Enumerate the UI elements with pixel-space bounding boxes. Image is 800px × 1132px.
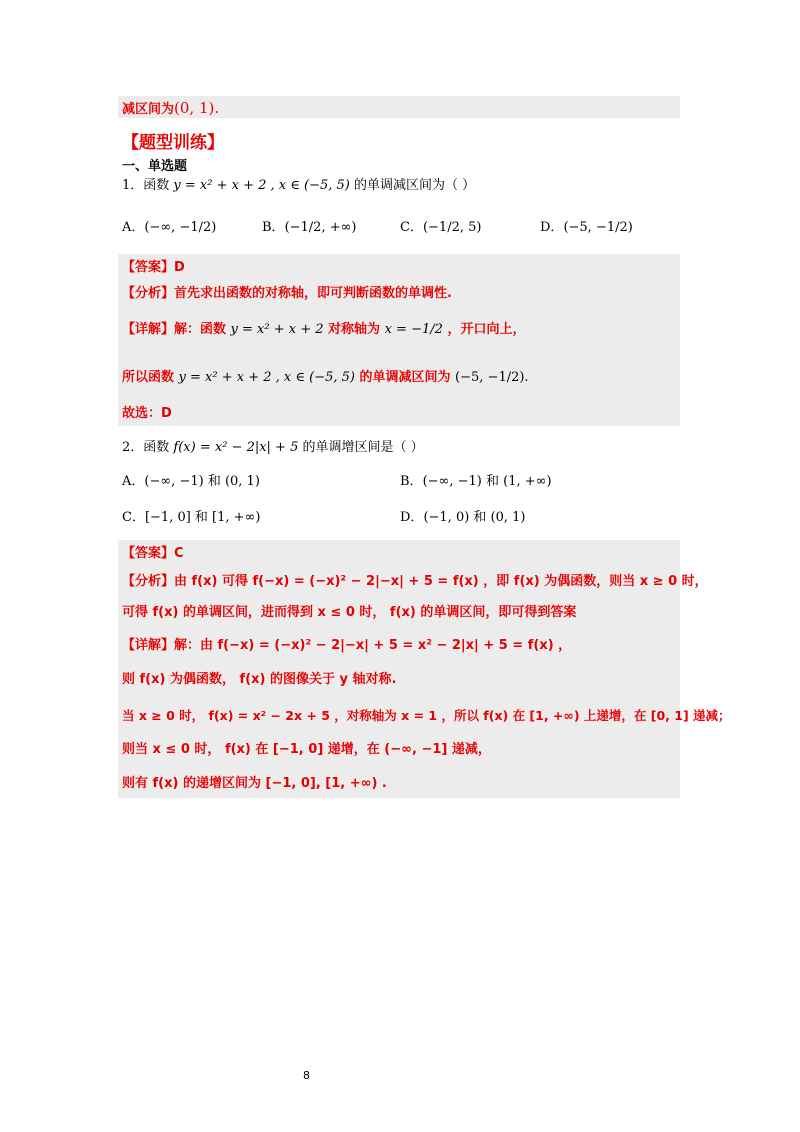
- option-label: B．: [262, 220, 285, 235]
- option-math: (−5, −1/2): [563, 220, 633, 235]
- q2-analysis-2: 可得 f(x) 的单调区间，进而得到 x ≤ 0 时， f(x) 的单调区间，即可得到答案: [122, 605, 577, 620]
- q1-detail-1: [122, 320, 525, 340]
- top-continuation: [122, 98, 219, 120]
- q2-option-a: [122, 472, 260, 492]
- q2-question: 的单调增区间是（ ）: [302, 440, 424, 455]
- option-math: (−1, 0) 和 (0, 1): [423, 510, 526, 525]
- q1-option-c: [400, 218, 481, 238]
- question-1-stem: [122, 176, 475, 196]
- q2-answer: 【答案】C: [122, 546, 184, 561]
- q1-solution-block: [118, 254, 680, 426]
- q1-detail-2-prefix: 所以函数: [122, 370, 175, 385]
- option-label: D．: [540, 220, 564, 235]
- q1-formula: y = x² + x + 2 , x ∈ (−5, 5): [173, 178, 350, 193]
- question-2-stem: [122, 438, 424, 458]
- q1-option-b: [262, 218, 357, 238]
- top-text: 减区间为: [122, 102, 175, 117]
- q1-detail-1-formula: y = x² + x + 2: [230, 322, 324, 337]
- option-label: C．: [400, 220, 423, 235]
- q2-detail-5: 则有 f(x) 的递增区间为 [−1, 0], [1, +∞) .: [122, 776, 387, 791]
- option-math: (−∞, −1) 和 (0, 1): [144, 474, 260, 489]
- q1-detail-1-mid: 对称轴为: [328, 322, 381, 337]
- q1-option-a: [122, 218, 216, 238]
- q1-detail-2-mid: 的单调减区间为: [359, 370, 451, 385]
- option-math: (−1/2, +∞): [284, 220, 357, 235]
- q2-option-c: [122, 508, 260, 528]
- option-math: [−1, 0] 和 [1, +∞): [144, 510, 261, 525]
- q1-analysis: 【分析】首先求出函数的对称轴，即可判断函数的单调性.: [122, 286, 452, 301]
- option-label: A．: [122, 474, 145, 489]
- top-math: (0, 1).: [174, 99, 220, 117]
- q1-answer: 【答案】D: [122, 260, 185, 275]
- subsection-heading: 一、单选题: [122, 159, 188, 174]
- option-label: C．: [122, 510, 145, 525]
- q1-detail-2-formula: y = x² + x + 2 , x ∈ (−5, 5): [178, 370, 355, 385]
- option-math: (−∞, −1) 和 (1, +∞): [422, 474, 552, 489]
- q1-detail-1-axis: x = −1/2: [384, 322, 443, 337]
- q2-analysis-1: 【分析】由 f(x) 可得 f(−x) = (−x)² − 2|−x| + 5 = f(x) ，即 f(x) 为偶函数，则当 x ≥ 0 时，: [122, 574, 708, 589]
- q1-detail-1-suffix: ，开口向上，: [447, 322, 526, 337]
- q2-detail-1: 【详解】解：由 f(−x) = (−x)² − 2|−x| + 5 = x² − 2|x| + 5 = f(x) ，: [122, 638, 572, 653]
- q2-formula: f(x) = x² − 2|x| + 5: [173, 440, 299, 455]
- q1-detail-2: [122, 368, 529, 388]
- option-math: (−1/2, 5): [422, 220, 482, 235]
- option-label: D．: [400, 510, 424, 525]
- section-title: 【题型训练】: [122, 133, 224, 153]
- option-label: A．: [122, 220, 145, 235]
- q2-detail-4: 则当 x ≤ 0 时， f(x) 在 [−1, 0] 递增，在 (−∞, −1] 递减，: [122, 742, 491, 757]
- q1-number: 1．函数: [122, 178, 170, 193]
- q1-question: 的单调减区间为（ ）: [353, 178, 476, 193]
- q2-option-b: [400, 472, 552, 492]
- q1-option-d: [540, 218, 633, 238]
- page-number: 8: [303, 1069, 310, 1082]
- q1-detail-2-interval: (−5, −1/2).: [455, 370, 529, 385]
- q2-option-d: [400, 508, 526, 528]
- q1-detail-1-prefix: 【详解】解：函数: [122, 322, 227, 337]
- q2-detail-3: 当 x ≥ 0 时， f(x) = x² − 2x + 5 ，对称轴为 x = 1 ，所以 f(x) 在 [1, +∞) 上递增，在 [0, 1] 递减；: [122, 708, 731, 723]
- q2-number: 2．函数: [122, 440, 170, 455]
- option-label: B．: [400, 474, 423, 489]
- option-math: (−∞, −1/2): [144, 220, 217, 235]
- q2-detail-2: 则 f(x) 为偶函数， f(x) 的图像关于 y 轴对称.: [122, 672, 397, 687]
- q1-choose: 故选：D: [122, 406, 172, 421]
